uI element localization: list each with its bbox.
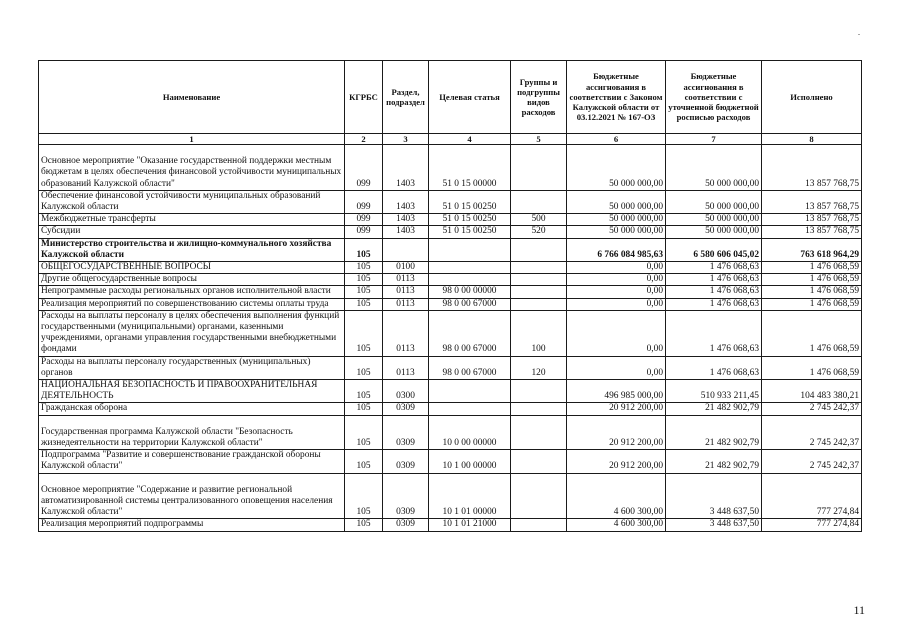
row-target-article: 10 0 00 00000 [429, 415, 511, 450]
header-row [39, 61, 862, 134]
row-executed-amount: 763 618 964,29 [762, 238, 862, 261]
row-executed-amount: 1 476 068,59 [762, 286, 862, 298]
column-number: 6 [567, 134, 666, 145]
row-target-article [429, 262, 511, 274]
column-number: 4 [429, 134, 511, 145]
row-expense-group [511, 238, 567, 261]
row-expense-group [511, 403, 567, 415]
row-section: 0100 [383, 262, 429, 274]
row-expense-group [511, 415, 567, 450]
row-kgrbs: 105 [345, 238, 383, 261]
row-expense-group [511, 274, 567, 286]
row-executed-amount: 2 745 242,37 [762, 415, 862, 450]
table-row [39, 190, 862, 213]
row-target-article: 10 1 01 00000 [429, 473, 511, 519]
row-name: Министерство строительства и жилищно-коммунального хозяйства Калужской области [39, 238, 345, 261]
row-expense-group [511, 380, 567, 403]
row-kgrbs: 099 [345, 214, 383, 226]
row-law-amount: 50 000 000,00 [567, 145, 666, 191]
column-number: 8 [762, 134, 862, 145]
column-number: 3 [383, 134, 429, 145]
row-refined-amount: 510 933 211,45 [666, 380, 762, 403]
header-kgrbs: КГРБС [345, 61, 383, 134]
row-name: Реализация мероприятий подпрограммы [39, 519, 345, 531]
row-target-article: 51 0 15 00250 [429, 226, 511, 238]
row-executed-amount: 13 857 768,75 [762, 145, 862, 191]
table-row [39, 415, 862, 450]
row-kgrbs: 099 [345, 145, 383, 191]
row-executed-amount: 2 745 242,37 [762, 403, 862, 415]
row-law-amount: 0,00 [567, 262, 666, 274]
row-refined-amount: 21 482 902,79 [666, 415, 762, 450]
row-refined-amount: 50 000 000,00 [666, 190, 762, 213]
row-executed-amount: 13 857 768,75 [762, 190, 862, 213]
row-refined-amount: 3 448 637,50 [666, 473, 762, 519]
row-target-article: 98 0 00 67000 [429, 298, 511, 310]
row-name: Гражданская оборона [39, 403, 345, 415]
row-target-article: 51 0 15 00000 [429, 145, 511, 191]
row-target-article [429, 238, 511, 261]
row-expense-group [511, 298, 567, 310]
table-row [39, 214, 862, 226]
row-section: 1403 [383, 226, 429, 238]
row-executed-amount: 104 483 380,21 [762, 380, 862, 403]
row-expense-group [511, 473, 567, 519]
row-executed-amount: 1 476 068,59 [762, 310, 862, 356]
row-kgrbs: 105 [345, 403, 383, 415]
table-row [39, 274, 862, 286]
row-executed-amount: 13 857 768,75 [762, 214, 862, 226]
row-kgrbs: 105 [345, 415, 383, 450]
table-row [39, 262, 862, 274]
row-law-amount: 0,00 [567, 286, 666, 298]
row-law-amount: 50 000 000,00 [567, 190, 666, 213]
row-law-amount: 0,00 [567, 310, 666, 356]
row-target-article: 98 0 00 67000 [429, 310, 511, 356]
row-refined-amount: 21 482 902,79 [666, 450, 762, 473]
row-law-amount: 4 600 300,00 [567, 473, 666, 519]
table-row [39, 356, 862, 379]
row-section: 0309 [383, 415, 429, 450]
row-target-article: 98 0 00 67000 [429, 356, 511, 379]
column-number-row [39, 134, 862, 145]
row-name [39, 145, 345, 191]
row-law-amount: 0,00 [567, 298, 666, 310]
row-section: 0113 [383, 356, 429, 379]
row-kgrbs: 105 [345, 450, 383, 473]
row-section: 0113 [383, 298, 429, 310]
row-refined-amount: 1 476 068,63 [666, 274, 762, 286]
row-refined-amount: 50 000 000,00 [666, 214, 762, 226]
row-law-amount: 20 912 200,00 [567, 403, 666, 415]
row-section: 0113 [383, 274, 429, 286]
row-name: НАЦИОНАЛЬНАЯ БЕЗОПАСНОСТЬ И ПРАВООХРАНИТЕЛЬНАЯ ДЕЯТЕЛЬНОСТЬ [39, 380, 345, 403]
row-executed-amount: 1 476 068,59 [762, 274, 862, 286]
row-target-article: 51 0 15 00250 [429, 214, 511, 226]
row-name: ОБЩЕГОСУДАРСТВЕННЫЕ ВОПРОСЫ [39, 262, 345, 274]
row-kgrbs: 105 [345, 274, 383, 286]
row-name-text: Основное мероприятие "Содержание и развитие региональной автоматизированной системы централизованного оповещения населения Калужской области" [41, 484, 333, 518]
row-section: 1403 [383, 145, 429, 191]
row-kgrbs: 105 [345, 473, 383, 519]
table-header [39, 61, 862, 145]
header-expense-groups: Группы и подгруппы видов расходов [511, 61, 567, 134]
row-expense-group: 100 [511, 310, 567, 356]
row-target-article [429, 380, 511, 403]
row-executed-amount: 1 476 068,59 [762, 298, 862, 310]
table-row [39, 145, 862, 191]
budget-table [38, 60, 862, 532]
row-name: Межбюджетные трансферты [39, 214, 345, 226]
header-target-article: Целевая статья [429, 61, 511, 134]
table-row [39, 310, 862, 356]
row-expense-group [511, 450, 567, 473]
row-kgrbs: 099 [345, 190, 383, 213]
row-section: 0300 [383, 380, 429, 403]
row-kgrbs: 105 [345, 298, 383, 310]
row-kgrbs: 099 [345, 226, 383, 238]
row-executed-amount: 1 476 068,59 [762, 356, 862, 379]
row-kgrbs: 105 [345, 356, 383, 379]
row-expense-group [511, 145, 567, 191]
row-target-article: 10 1 01 21000 [429, 519, 511, 531]
row-name [39, 415, 345, 450]
row-kgrbs: 105 [345, 519, 383, 531]
row-refined-amount: 6 580 606 045,02 [666, 238, 762, 261]
row-executed-amount: 777 274,84 [762, 473, 862, 519]
row-expense-group [511, 190, 567, 213]
row-section: 0309 [383, 519, 429, 531]
table-row [39, 403, 862, 415]
header-section: Раздел, подраздел [383, 61, 429, 134]
row-section: 0309 [383, 450, 429, 473]
row-target-article [429, 274, 511, 286]
row-name [39, 473, 345, 519]
row-name: Другие общегосударственные вопросы [39, 274, 345, 286]
row-section: 1403 [383, 214, 429, 226]
row-expense-group [511, 262, 567, 274]
table-row [39, 238, 862, 261]
header-refined-allocations: Бюджетные ассигнования в соответствии с уточненной бюджетной росписью расходов [666, 61, 762, 134]
corner-mark: . [858, 28, 860, 37]
row-law-amount: 0,00 [567, 274, 666, 286]
column-number: 2 [345, 134, 383, 145]
row-target-article: 51 0 15 00250 [429, 190, 511, 213]
row-law-amount: 6 766 084 985,63 [567, 238, 666, 261]
row-refined-amount: 1 476 068,63 [666, 262, 762, 274]
row-executed-amount: 777 274,84 [762, 519, 862, 531]
row-name: Подпрограмма "Развитие и совершенствование гражданской обороны Калужской области" [39, 450, 345, 473]
table-row [39, 450, 862, 473]
row-kgrbs: 105 [345, 380, 383, 403]
table-row [39, 286, 862, 298]
row-expense-group [511, 519, 567, 531]
row-law-amount: 50 000 000,00 [567, 214, 666, 226]
row-kgrbs: 105 [345, 286, 383, 298]
row-kgrbs: 105 [345, 310, 383, 356]
row-name: Обеспечение финансовой устойчивости муниципальных образований Калужской области [39, 190, 345, 213]
row-name-text: Государственная программа Калужской области "Безопасность жизнедеятельности на территории Калужской области" [41, 426, 293, 449]
row-executed-amount: 13 857 768,75 [762, 226, 862, 238]
column-number: 1 [39, 134, 345, 145]
row-refined-amount: 3 448 637,50 [666, 519, 762, 531]
row-section: 0113 [383, 310, 429, 356]
row-section: 0309 [383, 403, 429, 415]
row-section: 0309 [383, 473, 429, 519]
page-number: 11 [853, 603, 865, 617]
table-row [39, 473, 862, 519]
column-number: 7 [666, 134, 762, 145]
row-law-amount: 0,00 [567, 356, 666, 379]
row-law-amount: 496 985 000,00 [567, 380, 666, 403]
table-row [39, 226, 862, 238]
row-expense-group [511, 286, 567, 298]
row-law-amount: 20 912 200,00 [567, 415, 666, 450]
header-name: Наименование [39, 61, 345, 134]
row-section: 0113 [383, 286, 429, 298]
row-law-amount: 50 000 000,00 [567, 226, 666, 238]
row-kgrbs: 105 [345, 262, 383, 274]
row-section: 1403 [383, 190, 429, 213]
row-executed-amount: 2 745 242,37 [762, 450, 862, 473]
row-law-amount: 4 600 300,00 [567, 519, 666, 531]
row-refined-amount: 1 476 068,63 [666, 298, 762, 310]
table-row [39, 298, 862, 310]
row-name: Расходы на выплаты персоналу государственных (муниципальных) органов [39, 356, 345, 379]
header-law-allocations: Бюджетные ассигнования в соответствии с Законом Калужской области от 03.12.2021 № 167-ОЗ [567, 61, 666, 134]
header-executed: Исполнено [762, 61, 862, 134]
row-refined-amount: 50 000 000,00 [666, 145, 762, 191]
row-expense-group: 500 [511, 214, 567, 226]
row-target-article: 10 1 00 00000 [429, 450, 511, 473]
row-refined-amount: 1 476 068,63 [666, 310, 762, 356]
row-refined-amount: 1 476 068,63 [666, 286, 762, 298]
table-row [39, 380, 862, 403]
row-refined-amount: 50 000 000,00 [666, 226, 762, 238]
table-row [39, 519, 862, 531]
row-name: Субсидии [39, 226, 345, 238]
row-executed-amount: 1 476 068,59 [762, 262, 862, 274]
row-name-text: Основное мероприятие "Оказание государственной поддержки местным бюджетам в целях обеспечения финансовой устойчивости муниципальных образований Калужской области" [41, 156, 342, 189]
table-body [39, 145, 862, 532]
row-name: Реализация мероприятий по совершенствованию системы оплаты труда [39, 298, 345, 310]
row-refined-amount: 21 482 902,79 [666, 403, 762, 415]
row-target-article: 98 0 00 00000 [429, 286, 511, 298]
row-expense-group: 120 [511, 356, 567, 379]
row-expense-group: 520 [511, 226, 567, 238]
column-number: 5 [511, 134, 567, 145]
row-target-article [429, 403, 511, 415]
row-law-amount: 20 912 200,00 [567, 450, 666, 473]
row-refined-amount: 1 476 068,63 [666, 356, 762, 379]
row-section [383, 238, 429, 261]
row-name: Расходы на выплаты персоналу в целях обеспечения выполнения функций государственными (муниципальными) органами, казенными учреждениями, органами управления государственными внебюджетными фондами [39, 310, 345, 356]
row-name: Непрограммные расходы региональных органов исполнительной власти [39, 286, 345, 298]
